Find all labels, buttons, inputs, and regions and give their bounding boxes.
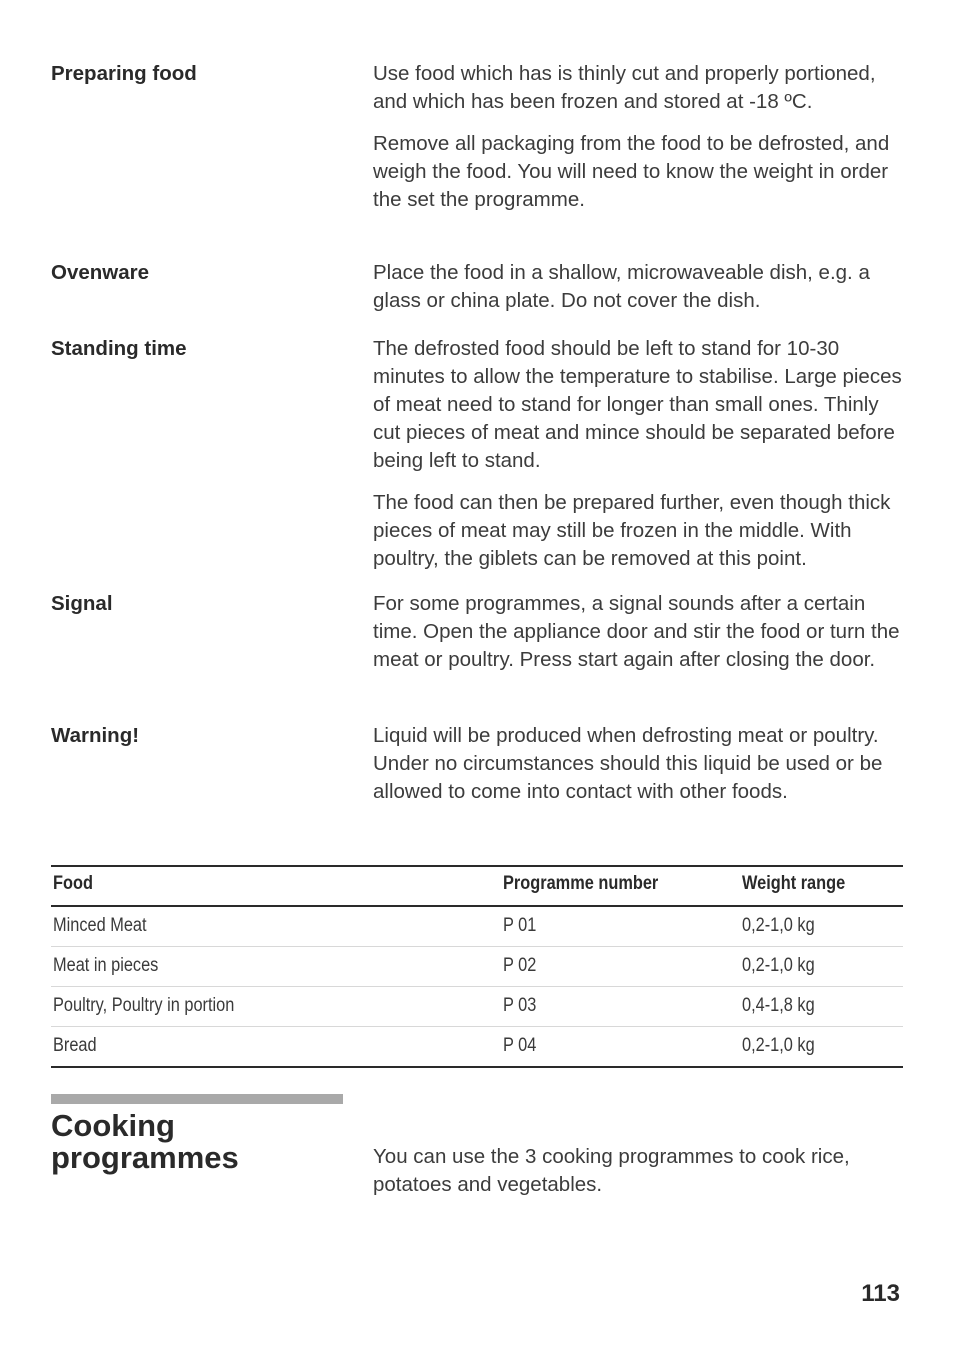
cell-programme: P 01 [503,915,537,936]
section-heading [51,1110,351,1174]
paragraph: The food can then be prepared further, even though thick pieces of meat may still be frozen in the middle. With poultry, the giblets can be removed at this point. [373,491,891,570]
table-body [51,907,903,1068]
term-label: Ovenware [51,261,149,284]
header-food: Food [53,873,93,894]
paragraph: Liquid will be produced when defrosting meat or poultry. Under no circumstances should this liquid be used or be allowed to come into contact with other foods. [373,724,883,803]
table-row [51,986,903,1026]
paragraph: Place the food in a shallow, microwaveable dish, e.g. a glass or china plate. Do not cover the dish. [373,261,870,312]
table-row [51,907,903,946]
paragraph: The defrosted food should be left to stand for 10-30 minutes to allow the temperature to stabilise. Large pieces of meat need to stand for longer than small ones. Thinly cut pieces of meat and mince should be separated before being left to stand. [373,337,902,472]
header-programme-number: Programme number [503,873,659,894]
term-description [373,60,903,214]
term-label: Warning! [51,724,140,747]
cell-food: Minced Meat [53,915,147,936]
cell-weight: 0,2-1,0 kg [742,915,815,936]
cell-weight: 0,4-1,8 kg [742,995,815,1016]
table-row [51,1026,903,1066]
term-label: Standing time [51,337,187,360]
cell-weight: 0,2-1,0 kg [742,955,815,976]
header-weight-range: Weight range [742,873,846,894]
term-label: Signal [51,592,113,615]
cell-food: Bread [53,1035,97,1056]
paragraph: Remove all packaging from the food to be defrosted, and weigh the food. You will need to know the weight in order the set the programme. [373,132,890,211]
term-label: Preparing food [51,62,197,85]
page-number: 113 [861,1280,900,1307]
cell-programme: P 04 [503,1035,537,1056]
term-description [373,259,903,315]
paragraph: Use food which has is thinly cut and properly portioned, and which has been frozen and stored at -18 ºC. [373,62,876,113]
programme-table [51,865,903,1068]
cell-food: Meat in pieces [53,955,159,976]
term-description [373,722,903,806]
term-description [373,590,903,674]
term-description [373,335,903,573]
cell-food: Poultry, Poultry in portion [53,995,235,1016]
cell-weight: 0,2-1,0 kg [742,1035,815,1056]
section-intro-text: You can use the 3 cooking programmes to cook rice, potatoes and vegetables. [373,1145,850,1196]
cell-programme: P 03 [503,995,537,1016]
paragraph: For some programmes, a signal sounds after a certain time. Open the appliance door and stir the food or turn the meat or poultry. Press start again after closing the door. [373,592,900,671]
table-row [51,946,903,986]
cell-programme: P 02 [503,955,537,976]
table-header [51,865,903,907]
section-divider-bar [51,1094,343,1104]
heading-line-2: programmes [51,1140,239,1175]
heading-line-1: Cooking [51,1108,175,1143]
